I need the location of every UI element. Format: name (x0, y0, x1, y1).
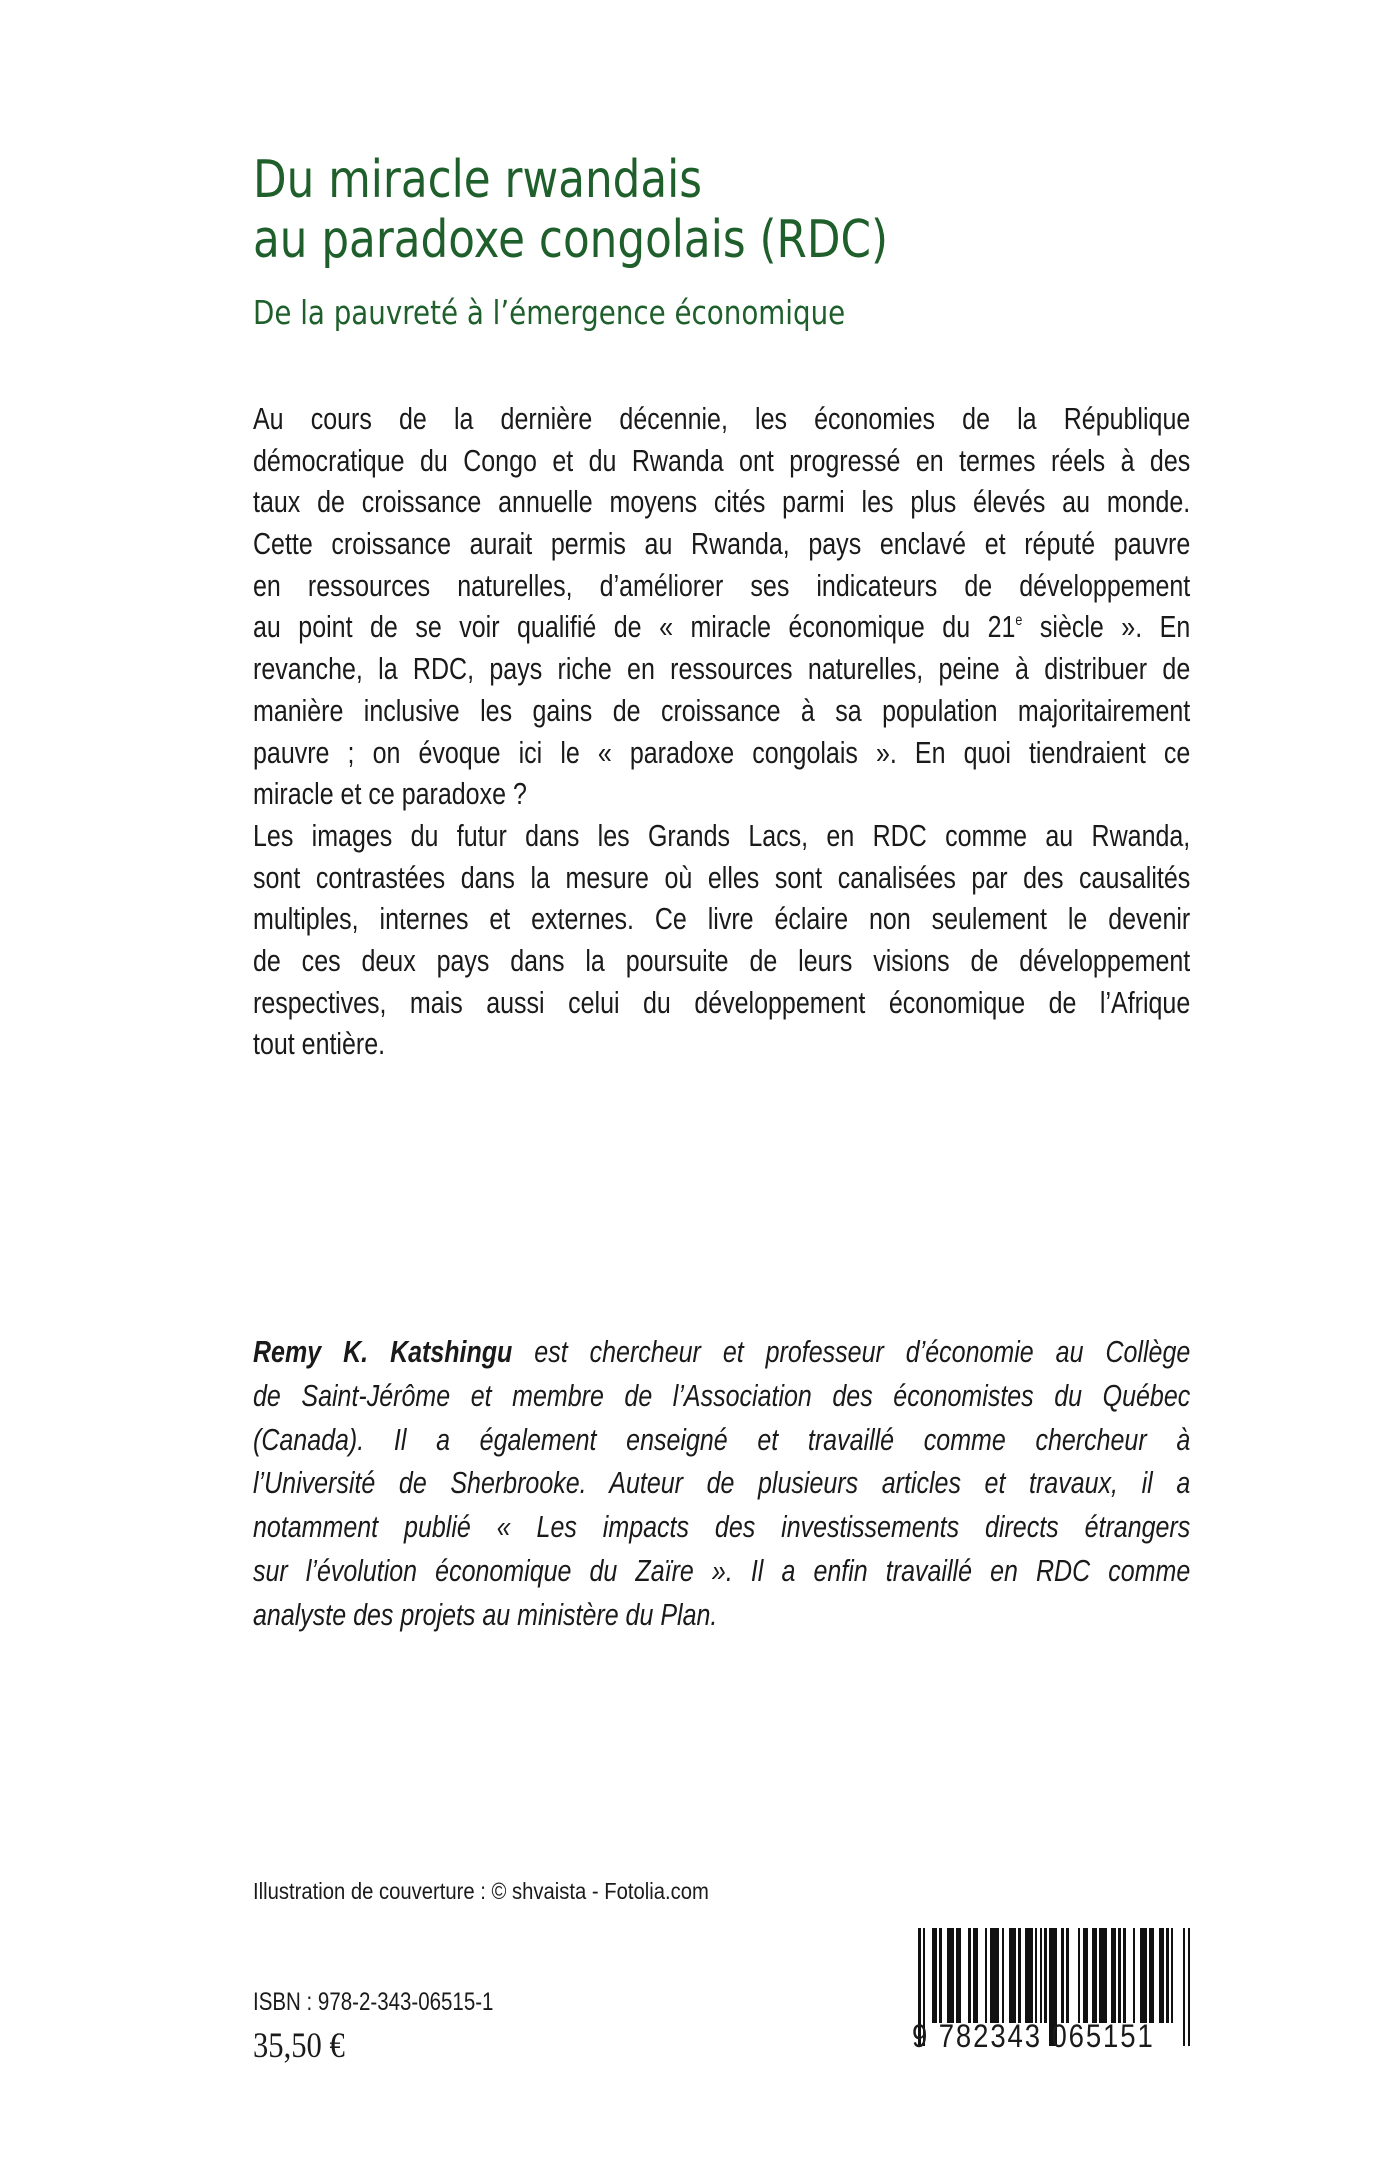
summary-line: en ressources naturelles, d’améliorer ses indicateurs de développement (253, 568, 1191, 603)
barcode-bar (1002, 1928, 1005, 2023)
summary-line: sont contrastées dans la mesure où elles sont canalisées par des causalités (253, 860, 1191, 895)
book-subtitle: De la pauvreté à l’émergence économique (253, 293, 846, 332)
summary-line: démocratique du Congo et du Rwanda ont progressé en termes réels à des (253, 443, 1191, 478)
author-line (253, 1331, 1190, 1375)
summary-line: miracle et ce paradoxe ? (253, 777, 527, 812)
barcode-bar (1044, 1928, 1047, 2023)
book-title-line-2: au paradoxe congolais (RDC) (253, 210, 889, 270)
summary-text (253, 399, 1190, 1066)
book-title-line-1: Du miracle rwandais (253, 150, 703, 210)
author-line: l’Université de Sherbrooke. Auteur de plusieurs articles et travaux, il a (253, 1466, 1191, 1501)
author-line: de Saint-Jérôme et membre de l’Association des économistes du Québec (253, 1378, 1191, 1413)
author-line: sur l’évolution économique du Zaïre ». Il a enfin travaillé en RDC comme (253, 1553, 1191, 1588)
summary-line (253, 607, 1190, 649)
superscript: e (1015, 612, 1023, 630)
barcode-bar (1145, 1928, 1148, 2023)
cover-illustration-credit: Illustration de couverture : © shvaista - Fotolia.com (253, 1878, 709, 1904)
barcode-bar (985, 1928, 988, 2023)
barcode-bar (935, 1928, 938, 2023)
barcode-bar (1013, 1928, 1016, 2023)
summary-line: taux de croissance annuelle moyens cités parmi les plus élevés au monde. (253, 485, 1191, 520)
barcode-bar (959, 1928, 962, 2023)
summary-line: Les images du futur dans les Grands Lacs, en RDC comme au Rwanda, (253, 818, 1191, 853)
barcode-bar (939, 1928, 942, 2023)
barcode-bar (1118, 1928, 1121, 2023)
barcode-bar (1104, 1928, 1107, 2023)
author-line: (Canada). Il a également enseigné et travaillé comme chercheur à (253, 1422, 1191, 1457)
summary-line: revanche, la RDC, pays riche en ressources naturelles, peine à distribuer de (253, 652, 1191, 687)
summary-line: respectives, mais aussi celui du développement économique de l’Afrique (253, 985, 1191, 1020)
barcode-bar (1171, 1928, 1174, 2023)
barcode-bar (1133, 1928, 1136, 2023)
barcode-bar (1061, 1928, 1064, 2023)
summary-line: Au cours de la dernière décennie, les économies de la République (253, 402, 1191, 436)
summary-line: tout entière. (253, 1027, 386, 1062)
isbn: ISBN : 978-2-343-06515-1 (253, 1988, 494, 2016)
author-bio (253, 1331, 1190, 1638)
summary-line: pauvre ; on évoque ici le « paradoxe congolais ». En quoi tiendraient ce (253, 735, 1191, 770)
barcode-bar (975, 1928, 978, 2023)
barcode-bar (1183, 1928, 1186, 2046)
barcode-digits: 9 782343 065151 (912, 2018, 1155, 2054)
barcode-bar (1188, 1928, 1191, 2046)
barcode-bar (1095, 1928, 1098, 2023)
author-line: analyste des projets au ministère du Plan. (253, 1597, 718, 1632)
barcode-bar (1085, 1928, 1088, 2023)
summary-line-text: siècle ». En (1022, 610, 1191, 645)
barcode-bar (997, 1928, 1000, 2023)
author-line-text: est chercheur et professeur d’économie au Collège (512, 1335, 1191, 1369)
summary-line-text: au point de se voir qualifié de « miracle économique du 21 (253, 610, 1016, 645)
barcode-bar (1078, 1928, 1081, 2023)
barcode-bar (1066, 1928, 1069, 2023)
summary-line: multiples, internes et externes. Ce livre éclaire non seulement le devenir (253, 902, 1191, 937)
author-line: notamment publié « Les impacts des investissements directs étrangers (253, 1510, 1191, 1545)
summary-line: de ces deux pays dans la poursuite de leurs visions de développement (253, 943, 1191, 978)
summary-line: Cette croissance aurait permis au Rwanda, pays enclavé et réputé pauvre (253, 527, 1191, 562)
barcode-bar (951, 1928, 954, 2023)
barcode-bar (1152, 1928, 1155, 2023)
barcode-bar (1166, 1928, 1169, 2023)
author-name: Remy K. Katshingu (253, 1335, 513, 1369)
barcode-bar (1040, 1928, 1043, 2023)
barcode-bar (1030, 1928, 1033, 2023)
barcode (912, 1928, 1190, 2054)
barcode-bar (968, 1928, 971, 2023)
summary-line: manière inclusive les gains de croissance à sa population majoritairement (253, 693, 1191, 728)
barcode-bar (1018, 1928, 1021, 2023)
barcode-bars (918, 1928, 1190, 2023)
price: 35,50 € (253, 2025, 345, 2065)
barcode-bar (1114, 1928, 1117, 2023)
barcode-bar (1161, 1928, 1164, 2023)
barcode-bar (1123, 1928, 1126, 2023)
barcode-bar (1035, 1928, 1038, 2023)
